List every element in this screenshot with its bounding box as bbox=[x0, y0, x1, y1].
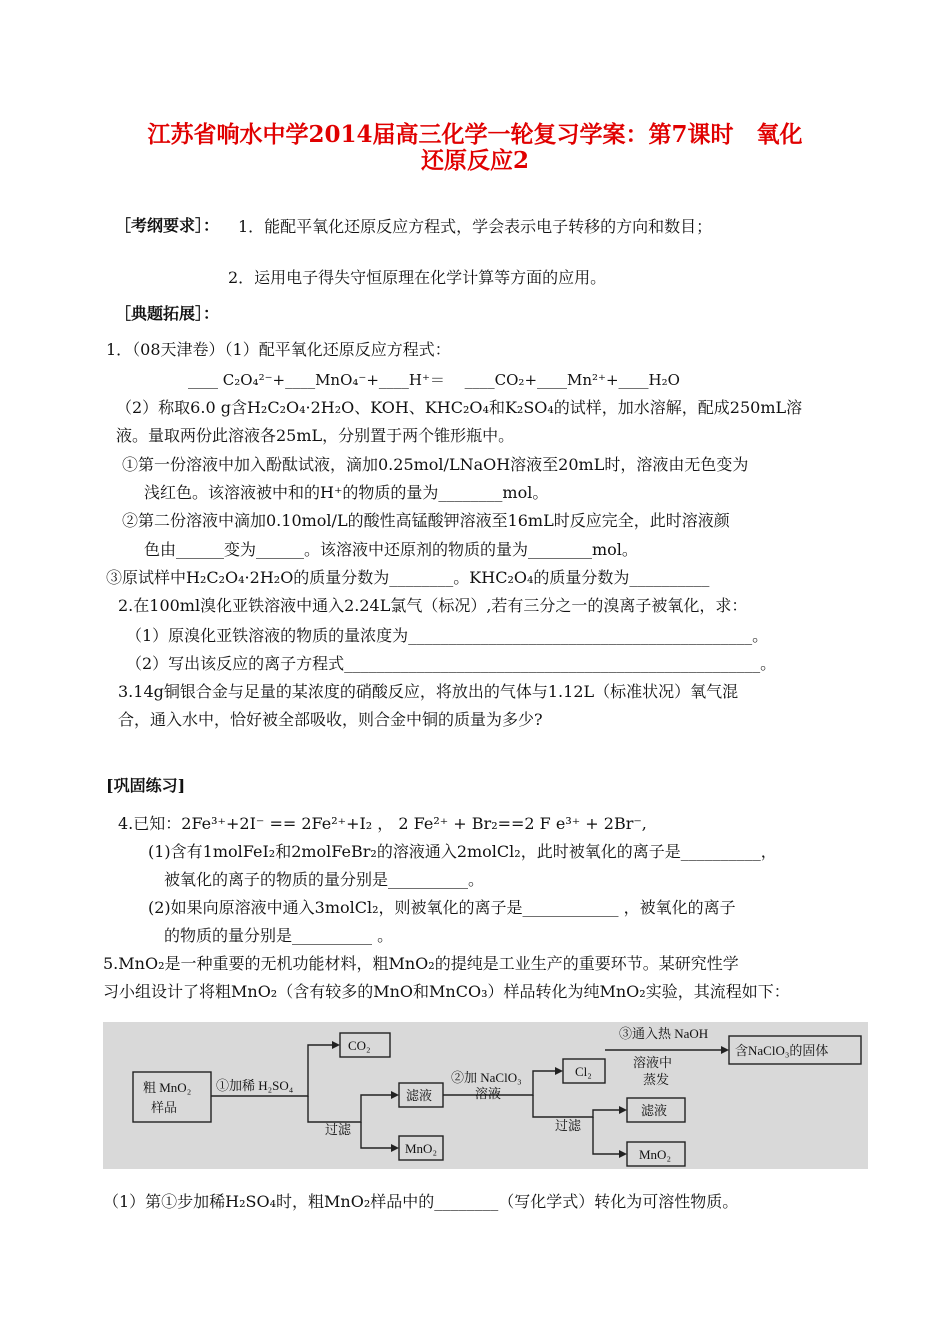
step2-label-line1: ②加 NaClO₃ bbox=[451, 1070, 522, 1085]
q5-line2: 习小组设计了将粗MnO₂（含有较多的MnO和MnCO₃）样品转化为纯MnO₂实验，其流程如下： bbox=[103, 982, 790, 1001]
q1-sub1-line2: 浅红色。该溶液被中和的H⁺的物质的量为________mol。 bbox=[144, 483, 549, 502]
step3-label-line2: 溶液中 bbox=[633, 1055, 673, 1070]
q1-equation: ____ C₂O₄²⁻+____MnO₄⁻+____H⁺＝ ____CO₂+____Mn²⁺+____H₂O bbox=[188, 371, 680, 389]
page-title-line1: 江苏省响水中学2014届高三化学一轮复习学案：第7课时 氧化 bbox=[147, 121, 803, 148]
page-title-line2: 还原反应2 bbox=[420, 147, 529, 174]
q3-line2: 合，通入水中，恰好被全部吸收，则合金中铜的质量为多少? bbox=[118, 710, 543, 729]
flowchart-figure bbox=[103, 1022, 868, 1169]
requirements-label: ［考纲要求］： bbox=[115, 216, 220, 235]
q4-given: 4.已知：2Fe³⁺+2I⁻ == 2Fe²⁺+I₂ ， 2 Fe²⁺ + Br₂==2 F e³⁺ + 2Br⁻, bbox=[118, 814, 647, 833]
q5-part1: （1）第①步加稀H₂SO₄时，粗MnO₂样品中的________（写化学式）转化为可溶性物质。 bbox=[103, 1192, 739, 1211]
mno2-label-2: MnO₂ bbox=[639, 1147, 671, 1162]
filtrate1-label: 滤液 bbox=[406, 1088, 433, 1103]
q5-line1: 5.MnO₂是一种重要的无机功能材料，粗MnO₂的提纯是工业生产的重要环节。某研究性学 bbox=[103, 954, 739, 973]
cl2-label: Cl₂ bbox=[575, 1064, 592, 1079]
step3-label-line1: ③通入热 NaOH bbox=[619, 1026, 709, 1041]
examples-heading: ［典题拓展］： bbox=[115, 304, 220, 323]
q1-sub3: ③原试样中H₂C₂O₄·2H₂O的质量分数为________。KHC₂O₄的质量分数为__________ bbox=[106, 568, 710, 587]
q4-part1-line2: 被氧化的离子的物质的量分别是__________。 bbox=[164, 870, 485, 889]
q1-sub2-line1: ②第二份溶液中滴加0.10mol/L的酸性高锰酸钾溶液至16mL时反应完全，此时溶液颜 bbox=[122, 511, 730, 530]
q4-part2-line2: 的物质的量分别是__________ 。 bbox=[164, 926, 394, 945]
q3-line1: 3.14g铜银合金与足量的某浓度的硝酸反应，将放出的气体与1.12L（标准状况）氧气混 bbox=[118, 682, 739, 701]
requirement-item-1: 1．能配平氧化还原反应方程式，学会表示电子转移的方向和数目； bbox=[238, 217, 713, 236]
q4-part2-line1: (2)如果向原溶液中通入3molCl₂，则被氧化的离子是____________ ，被氧化的离子 bbox=[148, 898, 736, 917]
q4-part1-line1: (1)含有1molFeI₂和2molFeBr₂的溶液通入2molCl₂，此时被氧化的离子是__________， bbox=[148, 842, 777, 861]
requirement-item-2: 2．运用电子得失守恒原理在化学计算等方面的应用。 bbox=[228, 268, 607, 287]
mno2-label-1: MnO₂ bbox=[405, 1141, 437, 1156]
step1-label: ①加稀 H₂SO₄ bbox=[216, 1078, 294, 1093]
practice-heading: [巩固练习] bbox=[106, 776, 186, 795]
q1-sub2-line2: 色由______变为______。该溶液中还原剂的物质的量为________mol。 bbox=[144, 540, 638, 559]
q1-sub1-line1: ①第一份溶液中加入酚酞试液，滴加0.25mol/LNaOH溶液至20mL时，溶液由无色变为 bbox=[122, 455, 749, 474]
q2-part1: （1）原溴化亚铁溶液的物质的量浓度为___________________________________________。 bbox=[126, 626, 769, 645]
sample-label-line1: 粗 MnO₂ bbox=[143, 1080, 192, 1095]
step2-label-line2: 溶液 bbox=[475, 1086, 502, 1101]
q2-part2: （2）写出该反应的离子方程式____________________________________________________。 bbox=[126, 654, 777, 673]
co2-label: CO₂ bbox=[348, 1038, 371, 1053]
sample-label-line2: 样品 bbox=[151, 1100, 178, 1115]
filter2-label: 过滤 bbox=[555, 1118, 582, 1133]
filter1-label: 过滤 bbox=[325, 1122, 352, 1137]
product-label: 含NaClO₃的固体 bbox=[735, 1043, 829, 1058]
q1-intro: 1．（08天津卷）（1）配平氧化还原反应方程式： bbox=[106, 340, 451, 359]
q2-text: 2.在100ml溴化亚铁溶液中通入2.24L氯气（标况）,若有三分之一的溴离子被氧化，求： bbox=[118, 596, 748, 615]
filtrate2-label: 滤液 bbox=[641, 1103, 668, 1118]
q1-part2-line1: （2）称取6.0 g含H₂C₂O₄·2H₂O、KOH、KHC₂O₄和K₂SO₄的试样，加水溶解，配成250mL溶 bbox=[116, 398, 803, 417]
q1-part2-line2: 液。量取两份此溶液各25mL，分别置于两个锥形瓶中。 bbox=[116, 426, 515, 445]
evaporate-label: 蒸发 bbox=[643, 1072, 670, 1087]
